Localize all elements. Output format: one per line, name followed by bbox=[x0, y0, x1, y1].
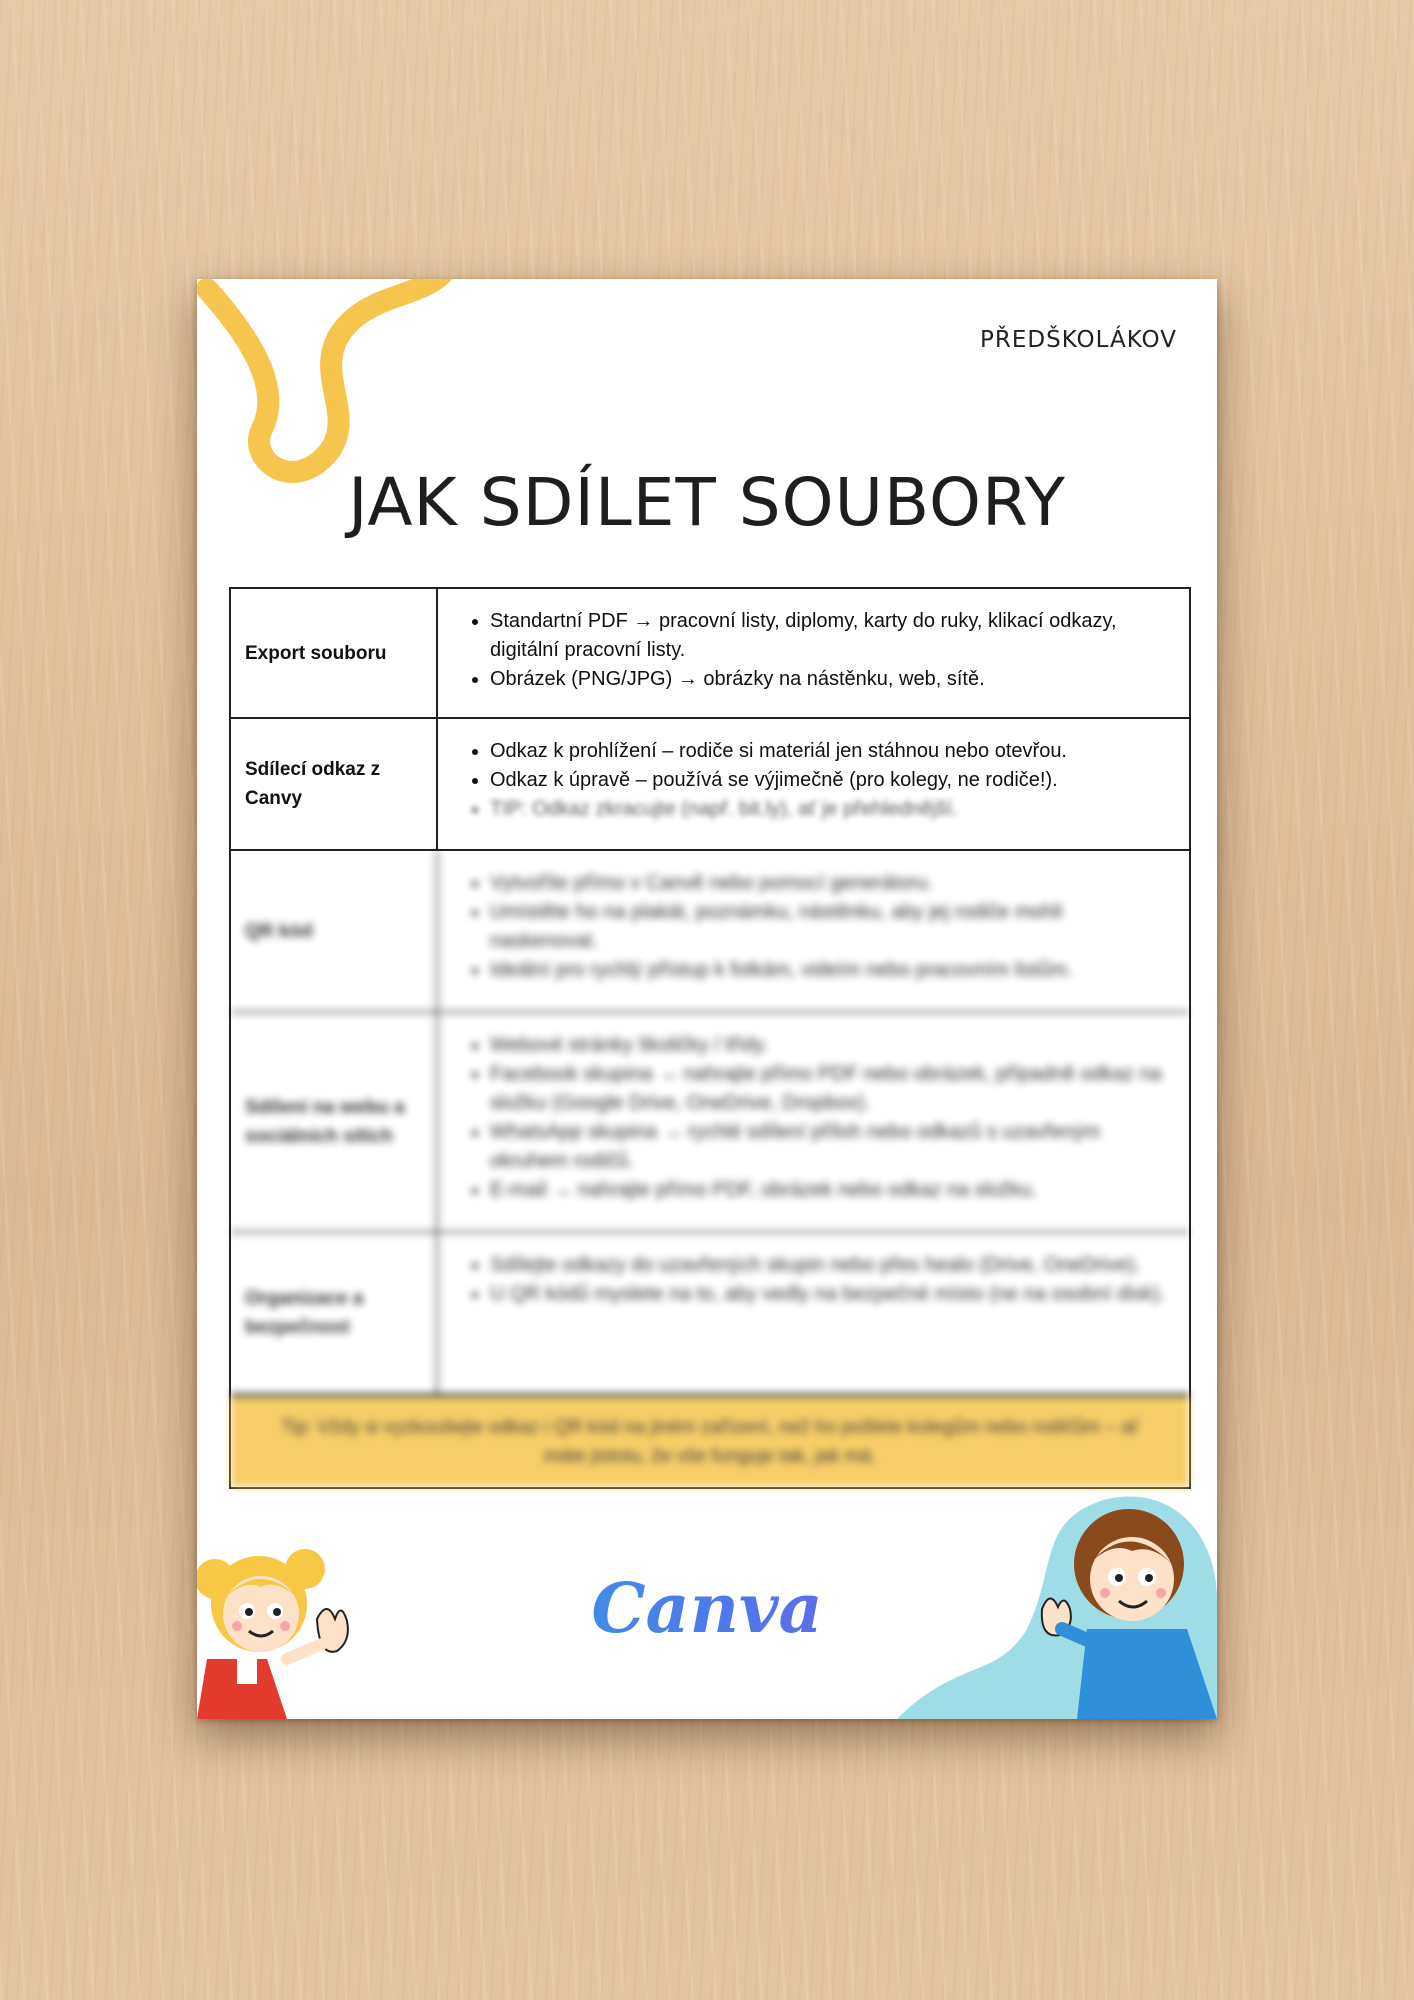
list-item: • Sdílejte odkazy do uzavřených skupin nebo přes healo (Drive, OneDrive). bbox=[490, 1251, 1165, 1280]
table-row bbox=[231, 719, 1189, 851]
list-item: • U QR kódů myslete na to, aby vedly na bezpečné místo (ne na osobní disk). bbox=[490, 1280, 1165, 1309]
row-content bbox=[438, 1013, 1189, 1231]
row-content bbox=[438, 719, 1189, 849]
info-table bbox=[229, 587, 1191, 1489]
list-item: • WhatsApp skupina → rychlé sdílení příloh nebo odkazů s uzavřeným okruhem rodičů. bbox=[490, 1118, 1165, 1176]
list-item: • TIP: Odkaz zkracujte (např. bit.ly), ať je přehlednější. bbox=[490, 795, 1165, 824]
boy-illustration bbox=[857, 1479, 1217, 1719]
row-header: Sdílecí odkaz z Canvy bbox=[231, 719, 438, 849]
row-content bbox=[438, 589, 1189, 717]
tip-box: Tip: Vždy si vyzkoušejte odkaz i QR kód na jiném zařízení, než ho pošlete kolegům nebo rodičům – ať máte jistotu, že vše funguje tak, jak má. bbox=[231, 1395, 1189, 1487]
table-row bbox=[231, 851, 1189, 1013]
page-title: JAK SDÍLET SOUBORY bbox=[348, 464, 1066, 541]
row-header: Export souboru bbox=[231, 589, 438, 717]
canva-logo: Canva bbox=[197, 1569, 1217, 1649]
row-header: Sdílení na webu a sociálních sítích bbox=[231, 1013, 438, 1231]
list-item: • Umístěte ho na plakát, poznámku, nástěnku, aby jej rodiče mohli naskenovat. bbox=[490, 898, 1165, 956]
brand-name: PŘEDŠKOLÁKOV bbox=[980, 327, 1177, 353]
list-item: • Odkaz k prohlížení – rodiče si materiál jen stáhnou nebo otevřou. bbox=[490, 737, 1165, 766]
row-header: QR kód bbox=[231, 851, 438, 1011]
blurred-section bbox=[231, 851, 1189, 1487]
table-row bbox=[231, 1233, 1189, 1395]
row-content bbox=[438, 1233, 1189, 1393]
brand-logo bbox=[980, 327, 1177, 353]
list-item: • Vytvoříte přímo v Canvě nebo pomocí generátoru. bbox=[490, 869, 1165, 898]
list-item: • E-mail → nahrajte přímo PDF, obrázek nebo odkaz na složku. bbox=[490, 1176, 1165, 1205]
list-item: • Facebook skupina → nahrajte přímo PDF nebo obrázek, případně odkaz na složku (Google Drive, OneDrive, Dropbox). bbox=[490, 1060, 1165, 1118]
table-row bbox=[231, 589, 1189, 719]
list-item: • Webové stránky školičky / třídy. bbox=[490, 1031, 1165, 1060]
list-item: • Standartní PDF → pracovní listy, diplomy, karty do ruky, klikací odkazy, digitální pracovní listy. bbox=[490, 607, 1165, 665]
row-content bbox=[438, 851, 1189, 1011]
worksheet-page bbox=[197, 279, 1217, 1719]
table-row bbox=[231, 1013, 1189, 1233]
list-item: • Ideální pro rychlý přístup k fotkám, videím nebo pracovním listům. bbox=[490, 956, 1165, 985]
list-item: • Obrázek (PNG/JPG) → obrázky na nástěnku, web, sítě. bbox=[490, 665, 1165, 694]
row-header: Organizace a bezpečnost bbox=[231, 1233, 438, 1393]
list-item: • Odkaz k úpravě – používá se výjimečně (pro kolegy, ne rodiče!). bbox=[490, 766, 1165, 795]
